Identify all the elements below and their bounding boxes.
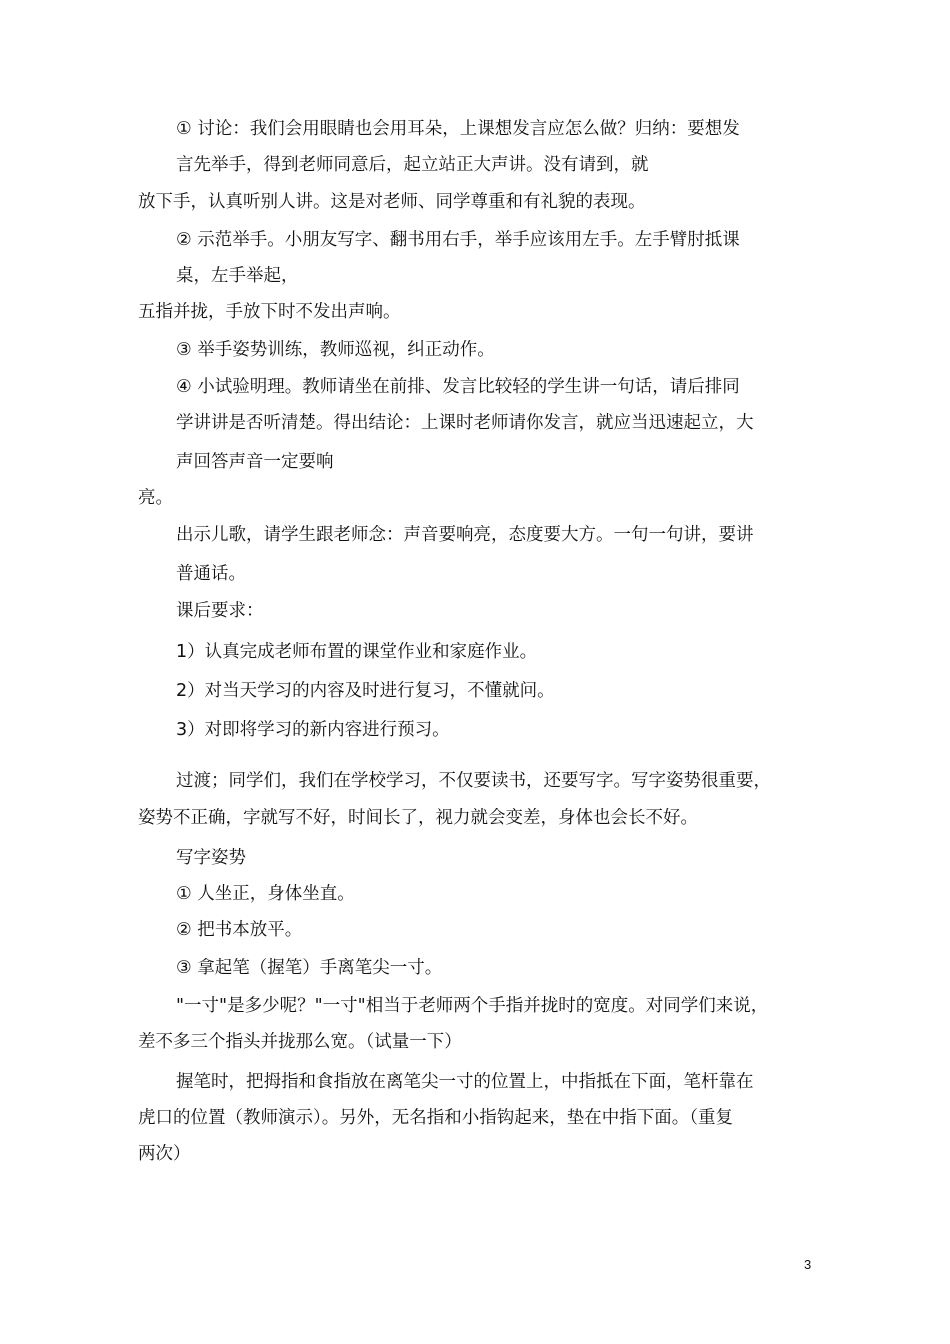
text-line: ③ 举手姿势训练，教师巡视，纠正动作。 <box>176 340 495 360</box>
text-line: 两次） <box>138 1144 191 1164</box>
page-number: 3 <box>804 1257 812 1272</box>
text-line: 差不多三个指头并拢那么宽。（试量一下） <box>138 1032 462 1052</box>
list-item: ① 人坐正，身体坐直。 <box>176 884 355 904</box>
text-line: 声回答声音一定要响 <box>176 452 334 472</box>
text-line: ① 讨论：我们会用眼睛也会用耳朵，上课想发言应怎么做？归纳：要想发 <box>176 119 740 139</box>
list-item: 2）对当天学习的内容及时进行复习，不懂就问。 <box>176 681 555 701</box>
text-line: 普通话。 <box>176 564 246 584</box>
text-line: 亮。 <box>138 488 173 508</box>
text-line: 握笔时，把拇指和食指放在离笔尖一寸的位置上，中指抵在下面，笔杆靠在 <box>176 1072 754 1092</box>
text-line: 桌，左手举起， <box>176 266 299 286</box>
text-line: 过渡；同学们，我们在学校学习，不仅要读书，还要写字。写字姿势很重要， <box>176 771 771 791</box>
text-line: ④ 小试验明理。教师请坐在前排、发言比较轻的学生讲一句话，请后排同 <box>176 377 740 397</box>
list-item: 1）认真完成老师布置的课堂作业和家庭作业。 <box>176 642 538 662</box>
text-line: 姿势不正确，字就写不好，时间长了，视力就会变差，身体也会长不好。 <box>138 808 698 828</box>
text-line: 言先举手，得到老师同意后，起立站正大声讲。没有请到，就 <box>176 155 649 175</box>
section-heading: 写字姿势 <box>176 848 246 868</box>
list-item: ③ 拿起笔（握笔）手离笔尖一寸。 <box>176 958 443 978</box>
text-line: ② 示范举手。小朋友写字、翻书用右手，举手应该用左手。左手臂肘抵课 <box>176 230 740 250</box>
text-line: 虎口的位置（教师演示）。另外，无名指和小指钩起来，垫在中指下面。（重复 <box>138 1108 733 1128</box>
text-line: 出示儿歌，请学生跟老师念：声音要响亮，态度要大方。一句一句讲，要讲 <box>176 525 754 545</box>
text-line: "一寸"是多少呢？"一寸"相当于老师两个手指并拢时的宽度。对同学们来说， <box>176 996 769 1016</box>
text-line: 五指并拢，手放下时不发出声响。 <box>138 302 401 322</box>
text-line: 放下手，认真听别人讲。这是对老师、同学尊重和有礼貌的表现。 <box>138 192 646 212</box>
list-item: ② 把书本放平。 <box>176 920 303 940</box>
text-line: 课后要求： <box>176 601 264 621</box>
text-line: 学讲讲是否听清楚。得出结论：上课时老师请你发言，就应当迅速起立，大 <box>176 413 754 433</box>
list-item: 3）对即将学习的新内容进行预习。 <box>176 720 450 740</box>
